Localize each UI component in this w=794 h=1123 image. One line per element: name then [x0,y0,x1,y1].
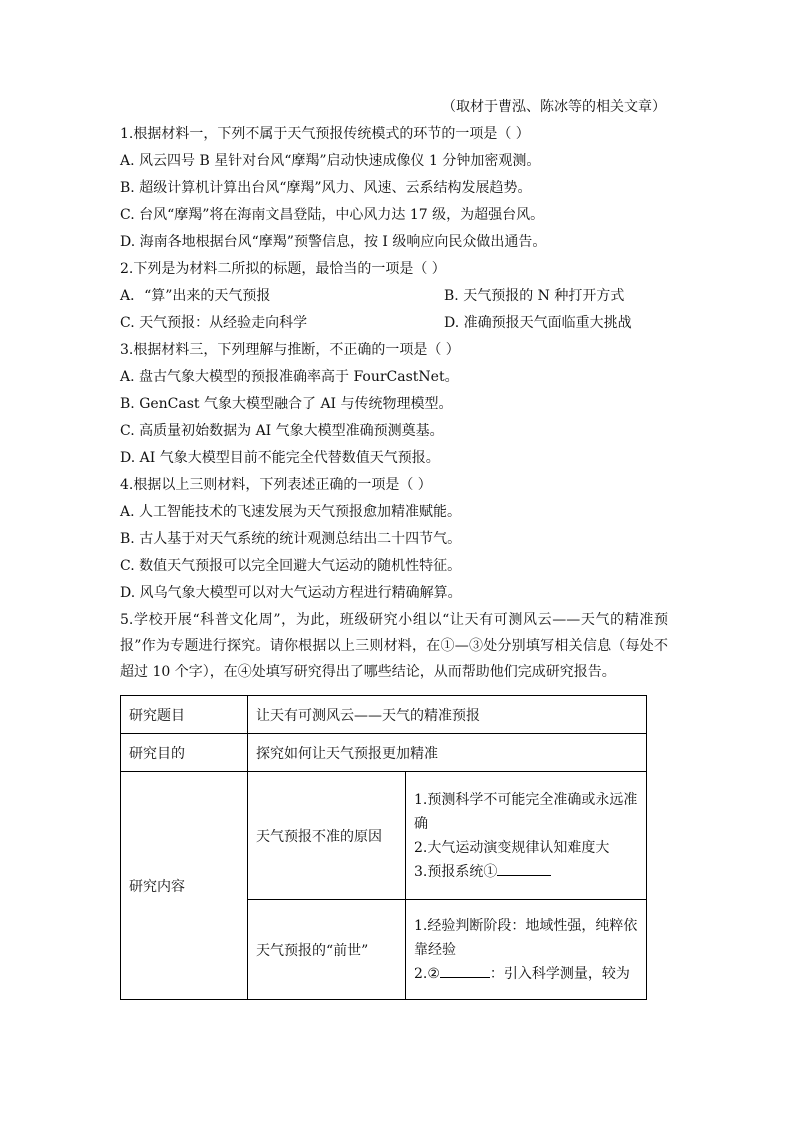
table-row-topic [121,696,647,734]
question-1-option-d: D. 海南各地根据台风“摩羯”预警信息，按 I 级响应向民众做出通告。 [120,234,547,250]
reason-items [406,772,647,900]
question-2-option-b: B. 天气预报的 N 种打开方式 [444,288,625,304]
question-2-stem: 2.下列是为材料二所拟的标题，最恰当的一项是（ ） [120,261,446,277]
topic-label: 研究题目 [121,696,248,734]
past-items [406,900,647,1000]
question-2-options-row-2 [120,310,672,337]
past-item-2-prefix: 2.② [414,965,440,982]
question-4-option-d: D. 风乌气象大模型可以对大气运动方程进行精确解算。 [120,585,462,601]
question-4-option-c: C. 数值天气预报可以完全回避大气运动的随机性特征。 [120,558,462,574]
question-3-option-c: C. 高质量初始数据为 AI 气象大模型准确预测奠基。 [120,423,444,439]
answer-blank-1[interactable] [497,861,551,876]
question-2-options-row-1 [120,283,672,310]
answer-blank-2[interactable] [440,963,490,978]
question-3-option-d: D. AI 气象大模型目前不能完全代替数值天气预报。 [120,450,440,466]
question-2-option-d: D. 准确预报天气面临重大挑战 [444,315,632,331]
questions-section [120,121,672,685]
past-item-1: 1.经验判断阶段：地域性强，纯粹依靠经验 [414,917,638,958]
question-1-option-a: A. 风云四号 B 星针对台风“摩羯”启动快速成像仪 1 分钟加密观测。 [120,153,541,169]
question-1-stem: 1.根据材料一，下列不属于天气预报传统模式的环节的一项是（ ） [120,126,530,142]
table-row-reason [121,772,647,900]
purpose-label: 研究目的 [121,734,248,772]
past-item-2-suffix: ：引入科学测量，较为 [489,965,630,982]
question-3-option-a: A. 盘古气象大模型的预报准确率高于 FourCastNet。 [120,369,459,385]
reason-item-3-text: 3.预报系统① [414,863,498,880]
question-1-option-c: C. 台风“摩羯”将在海南文昌登陆，中心风力达 17 级，为超强台风。 [120,207,545,223]
reason-label: 天气预报不准的原因 [248,772,406,900]
question-5-stem: 5.学校开展“科普文化周”，为此，班级研究小组以“让天有可测风云——天气的精准预报”作为专题进行探究。请你根据以上三则材料，在①—③处分别填写相关信息（每处不超过 10 个字），在④处填写研究得出了哪些结论，从而帮助他们完成研究报告。 [120,612,668,680]
question-1-option-b: B. 超级计算机计算出台风“摩羯”风力、风速、云系结构发展趋势。 [120,180,532,196]
past-item-2 [414,962,638,986]
reason-item-2: 2.大气运动演变规律认知难度大 [414,839,610,856]
reason-item-3 [414,860,638,884]
source-note: （取材于曹泓、陈冰等的相关文章） [442,99,666,115]
question-3-stem: 3.根据材料三，下列理解与推断，不正确的一项是（ ） [120,342,460,358]
past-label: 天气预报的“前世” [248,900,406,1000]
question-4-stem: 4.根据以上三则材料，下列表述正确的一项是（ ） [120,477,432,493]
question-4-option-a: A. 人工智能技术的飞速发展为天气预报愈加精准赋能。 [120,504,462,520]
question-4-option-b: B. 古人基于对天气系统的统计观测总结出二十四节气。 [120,531,462,547]
table-row-purpose [121,734,647,772]
content-label: 研究内容 [121,772,248,1000]
question-3-option-b: B. GenCast 气象大模型融合了 AI 与传统物理模型。 [120,396,453,412]
purpose-value: 探究如何让天气预报更加精准 [248,734,647,772]
question-2-option-a: A．“算”出来的天气预报 [120,288,271,304]
question-2-option-c: C. 天气预报：从经验走向科学 [120,315,308,331]
topic-value: 让天有可测风云——天气的精准预报 [248,696,647,734]
reason-item-1: 1.预测科学不可能完全准确或永远准确 [414,791,638,832]
research-report-table [120,695,647,1000]
